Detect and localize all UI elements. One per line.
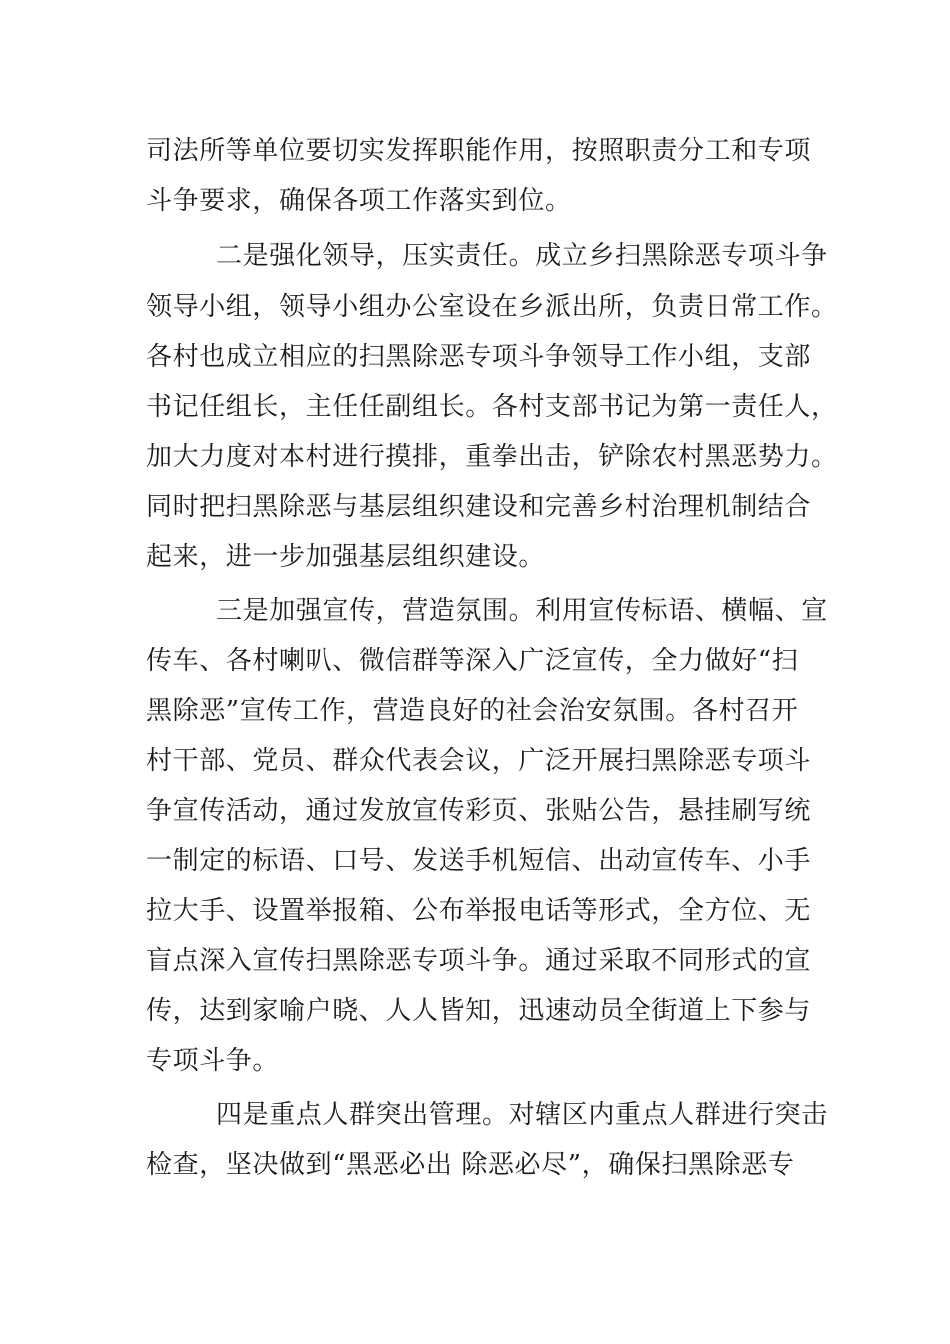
paragraph-first-line: 四是重点人群突出管理。对辖区内重点人群进行突击 (216, 1100, 828, 1130)
text-line: 书记任组长，主任任副组长。各村支部书记为第一责任人， (146, 392, 838, 422)
text-line: 司法所等单位要切实发挥职能作用，按照职责分工和专项 (146, 136, 812, 166)
text-line: 传车、各村喇叭、微信群等深入广泛宣传，全力做好“扫 (146, 646, 799, 676)
text-line: 同时把扫黑除恶与基层组织建设和完善乡村治理机制结合 (146, 492, 812, 522)
text-line: 一制定的标语、口号、发送手机短信、出动宣传车、小手 (146, 846, 812, 876)
paragraph-first-line: 三是加强宣传，营造氛围。利用宣传标语、横幅、宣 (216, 596, 828, 626)
text-line: 盲点深入宣传扫黑除恶专项斗争。通过采取不同形式的宣 (146, 946, 812, 976)
text-line: 领导小组，领导小组办公室设在乡派出所，负责日常工作。 (146, 292, 838, 322)
text-line: 专项斗争。 (146, 1046, 280, 1076)
text-line: 检查，坚决做到“黑恶必出 除恶必尽”，确保扫黑除恶专 (146, 1150, 795, 1180)
text-line: 各村也成立相应的扫黑除恶专项斗争领导工作小组，支部 (146, 342, 812, 372)
text-line: 斗争要求，确保各项工作落实到位。 (146, 186, 572, 216)
text-line: 传，达到家喻户晓、人人皆知，迅速动员全街道上下参与 (146, 996, 812, 1026)
paragraph-first-line: 二是强化领导，压实责任。成立乡扫黑除恶专项斗争 (216, 241, 828, 271)
text-line: 加大力度对本村进行摸排，重拳出击，铲除农村黑恶势力。 (146, 442, 838, 472)
text-line: 村干部、党员、群众代表会议，广泛开展扫黑除恶专项斗 (146, 746, 812, 776)
text-line: 起来，进一步加强基层组织建设。 (146, 542, 546, 572)
text-line: 黑除恶”宣传工作，营造良好的社会治安氛围。各村召开 (146, 696, 799, 726)
text-line: 拉大手、设置举报箱、公布举报电话等形式，全方位、无 (146, 896, 812, 926)
text-line: 争宣传活动，通过发放宣传彩页、张贴公告，悬挂刷写统 (146, 796, 812, 826)
